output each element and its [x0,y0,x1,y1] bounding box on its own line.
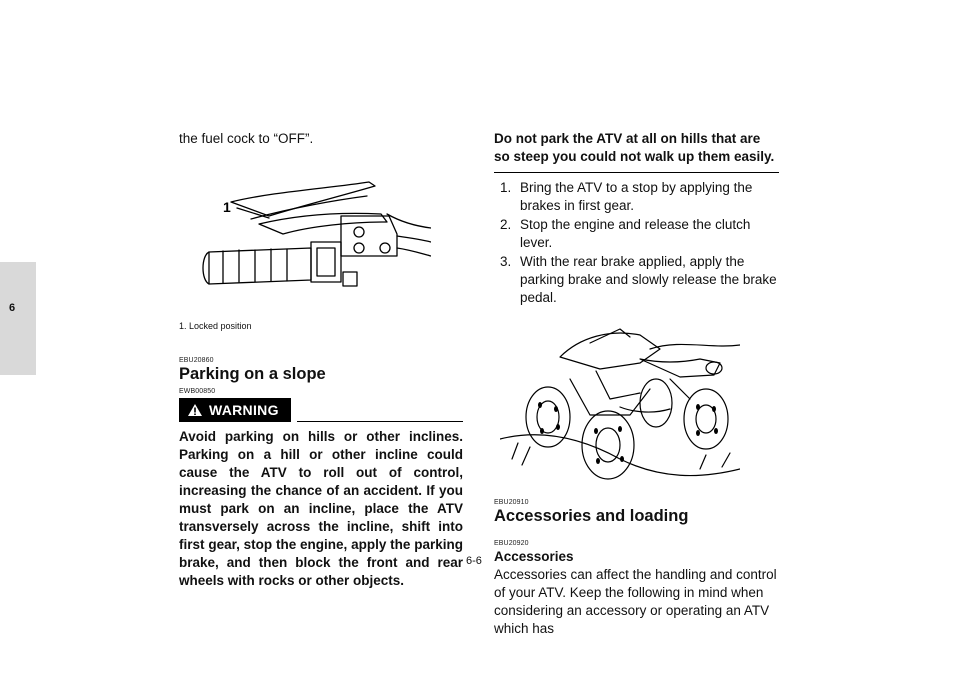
subsection-code: EBU20920 [494,540,529,547]
warning-badge [179,398,291,422]
section-title: Accessories and loading [494,507,689,525]
right-column [494,130,779,638]
caution-text: Do not park the ATV at all on hills that are so steep you could not walk up them easily. [494,130,779,173]
warning-text: Avoid parking on hills or other inclines. Parking on a hill or other incline could cause the ATV to roll out of control, increasing the chance of an accident. If you must park on an incline, place the ATV transversely across the incline, shift into first gear, stop the engine, apply the parking brake, and then block the front and rear wheels with rocks or other objects. [179,429,463,588]
chapter-tab [0,262,36,375]
subsection-title: Accessories [494,549,574,564]
section-code: EBU20910 [494,499,529,506]
figure-callout: 1 [223,199,231,215]
list-item: 2. Stop the engine and release the clutch lever. [500,217,751,250]
warning-header [179,398,463,422]
list-item: 3. With the rear brake applied, apply the parking brake and slowly release the brake pedal. [500,254,777,305]
section-title: Parking on a slope [179,365,326,383]
warning-rule [297,420,463,422]
intro-text: the fuel cock to “OFF”. [179,131,314,146]
left-column [179,130,463,590]
steps-list [494,179,779,307]
body-text: Accessories can affect the handling and control of your ATV. Keep the following in mind when considering an accessory or operating an ATV which has [494,567,777,636]
section-code: EBU20860 [179,357,214,364]
page-number: 6-6 [466,555,482,567]
warning-code: EWB00850 [179,388,216,395]
warning-triangle-icon [187,403,203,417]
figure-caption: 1. Locked position [179,321,252,331]
list-item: 1. Bring the ATV to a stop by applying the brakes in first gear. [500,180,753,213]
chapter-number: 6 [9,302,16,314]
atv-on-slope-illustration [500,319,740,489]
brake-lever-illustration [191,164,431,314]
warning-label: WARNING [209,402,279,418]
